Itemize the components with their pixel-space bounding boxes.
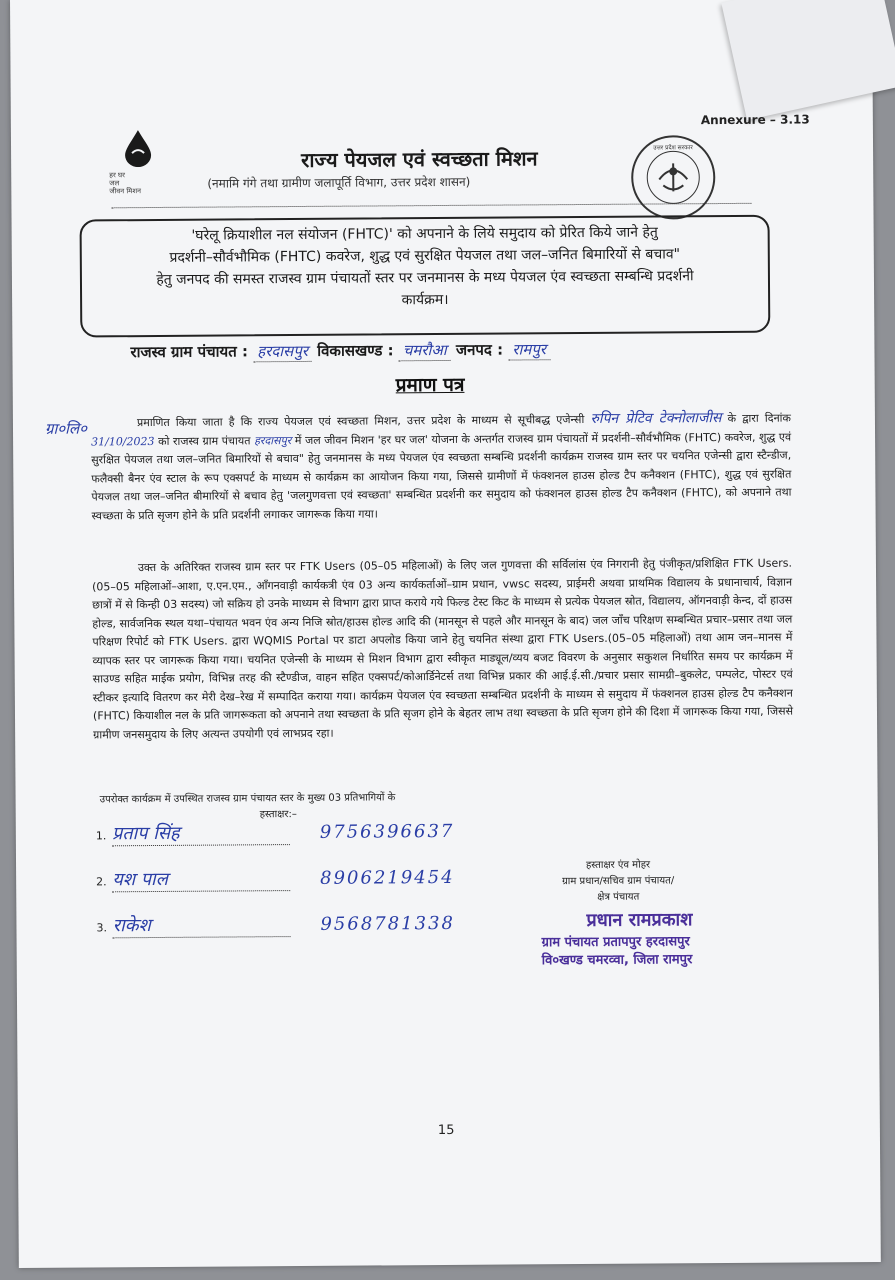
para1-text-b: के द्वारा दिनांक xyxy=(727,411,791,426)
participant-phone: 9568781338 xyxy=(320,912,456,935)
participant-row xyxy=(96,819,455,847)
har-ghar-jal-logo xyxy=(109,129,170,207)
mission-title: राज्य पेयजल एवं स्वच्छता मिशन xyxy=(301,146,538,172)
box-line-4: कार्यक्रम। xyxy=(401,291,449,309)
overlapping-sheet-corner xyxy=(721,0,895,120)
agency-name: रुपिन प्रेटिव टेक्नोलाजीस xyxy=(590,410,722,427)
participant-number: 2. xyxy=(96,875,107,889)
participant-phone: 8906219454 xyxy=(320,866,455,889)
page-number: 15 xyxy=(437,1122,455,1139)
box-line-3: हेतु जनपद की समस्त राजस्व ग्राम पंचायतों स्तर पर जनमानस के मध्य पेयजल एंव स्वच्छता सम्बन्धि प्रदर्शनी xyxy=(156,268,694,288)
certificate-heading: प्रमाण पत्र xyxy=(395,373,465,397)
district-label: जनपद : xyxy=(455,340,504,359)
certificate-paragraph-2: उक्त के अतिरिक्त राजस्व ग्राम स्तर पर FTK Users (05–05 महिलाओं) के लिए जल गुणवत्ता की सर्विलांस एंव निगरानी हेतु पंजीकृत/प्रशिक्षित FTK Users.(05–05 महिलाओं–आशा, ए.एन.एम., आँगनवाड़ी कार्यकत्री एंव 03 अन्य कार्यकर्ताओं–ग्राम प्रधान, vwsc सदस्य, प्राईमरी अथवा प्राथमिक विद्यालय के प्रधानाचार्य, विज्ञान छात्रों में से किन्ही 03 सदस्य) जो सक्रिय हो उनके माध्यम से विभाग द्वारा प्राप्त कराये गये फिल्ड टेस्ट किट के माध्यम से प्रत्येक पेयजल स्रोत, विद्यालय, ऑगनवाड़ी केन्द, दों हाउस होल्ड, सार्वजनिक स्थल यथा–पंचायत भवन एंव अन्य निजि स्रोत/हाउस होल्ड आदि की (मानसून से पहले और मानसून के बाद) जल जाँच परिक्षण सम्बन्धित प्रचार–प्रसार तथा जल परिक्षण रिपोर्ट को FTK Users. द्वारा WQMIS Portal पर डाटा अपलोड किया जाने हेतु चयनित संस्था द्वारा FTK Users.(05–05 महिलाओं) तथा आम जन–मानस में व्यापक स्तर पर जागरूक किया गया। चयनित एजेन्सी के माध्यम से मिशन विभाग द्वारा स्वीकृत माड्यूल/व्यय बजट विवरण के अनुसार सकुशल निर्धारित समय पर कार्यक्रम में साउण्ड सहित माईक प्रयोग, विभिन्न तरह की स्टैण्डीज, वाहन सहित एक्सपर्ट/कोआर्डिनेटर्स तथा विभिन्न प्रकार की आई.ई.सी./प्रचार प्रसार सामग्री–बुकलेट, पम्पलेट, पोस्टर एवं स्टीकर इत्यादि वितरण कर मेरी देख–रेख में सम्पादित कराया गया। कार्यक्रम पेयजल एंव स्वच्छता सम्बन्धित प्रदर्शनी के माध्यम से समुदाय में फंक्शनल हाउस होल्ड टैप कनैक्शन (FHTC) कियाशील नल के प्रति जागरूकता को अपनाने तथा स्वच्छता के प्रति सृजग होने के बेहतर लाभ तथा स्वच्छता के प्रति सृजग होने की दिशा में जागरूक किया गया, जिससे ग्रामीण जनसमुदाय के लिए अत्यन्त उपयोगी एवं लाभप्रद रहा। xyxy=(92,556,794,741)
signature-label: हस्ताक्षर:– xyxy=(259,809,297,821)
program-title-box xyxy=(80,215,771,338)
certificate-paragraph-1 xyxy=(91,409,792,526)
participants-intro: उपरोक्त कार्यक्रम में उपस्थित राजस्व ग्राम पंचायत स्तर के मुख्य 03 प्रतिभागियों के xyxy=(99,792,396,806)
stamp-line-2: वि०खण्ड चमरव्वा, जिला रामपुर xyxy=(541,952,693,969)
participant-row xyxy=(96,911,455,939)
block-value: चमरौआ xyxy=(399,340,451,361)
participant-number: 1. xyxy=(95,829,107,843)
gp-label: राजस्व ग्राम पंचायत : xyxy=(130,342,249,362)
para1-text-a: प्रमाणित किया जाता है कि राज्य पेयजल एवं स्वच्छता मिशन, उत्तर प्रदेश के माध्यम से सूचीबद्ध एजेन्सी xyxy=(136,413,585,430)
annexure-label: Annexure – 3.13 xyxy=(700,112,810,128)
mission-subtitle: (नमामि गंगे तथा ग्रामीण जलापूर्ति विभाग, उत्तर प्रदेश शासन) xyxy=(207,174,471,191)
up-government-seal-icon xyxy=(631,135,716,220)
event-date: 31/10/2023 xyxy=(91,434,155,448)
seal-emblem-icon xyxy=(645,149,701,205)
participant-name: यश पाल xyxy=(112,866,290,892)
box-line-1: 'घरेलू क्रियाशील नल संयोजन (FHTC)' को अपनाने के लिये समुदाय को प्रेरित किये जाने हेतु xyxy=(191,224,658,244)
margin-note: ग्रा०लि० xyxy=(44,419,88,438)
para1-gp-name: हरदासपुर xyxy=(254,433,292,447)
sign-block-line-1: हस्ताक्षर एंव मोहर xyxy=(585,859,651,871)
sign-block-line-3: क्षेत्र पंचायत xyxy=(597,891,640,903)
stamp-line-1: ग्राम पंचायत प्रतापपुर हरदासपुर xyxy=(541,934,690,951)
logo-line-2: जल xyxy=(109,179,120,188)
water-drop-icon xyxy=(123,129,153,167)
participant-row xyxy=(96,865,455,893)
para1-text-d: में जल जीवन मिशन 'हर घर जल' योजना के अन्तर्गत राजस्व ग्राम पंचायतों में प्रदर्शनी–सौर्वभौमिक (FHTC) कवरेज, शुद्ध एवं सुरक्षित पेयजल तथा जल–जनित बिमारियों से बचाव" हेतु जनमानस के मध्य पेयजल एंव स्वच्छता सम्बन्धि प्रदर्शनी कार्यक्रम राजस्व ग्राम स्तर पर चयनित एजेन्सी द्वारा स्टैन्डीज, फलैक्सी बैनर एंव स्टाल के रूप एक्सपर्ट के माध्यम से कार्यक्रम का आयोजन किया गया, जिससे ग्रामीणों में फंक्शनल हाउस होल्ड टैप कनैक्शन (FHTC), शुद्ध एवं सुरक्षित पेयजल तथा जल–जनित बीमारियों से बचाव हेतु 'जलगुणवत्ता एवं स्वच्छता' सम्बन्धित प्रदर्शनी कर समुदाय को फंक्शनल हाउस होल्ड टैप कनैक्शन (FHTC), को अपनाने तथा स्वच्छता के प्रति सृजग होने के प्रति प्रदर्शनी लगाकर जागरूक किया गया। xyxy=(91,430,792,522)
signature-authority-block xyxy=(528,857,708,906)
logo-line-1: हर घर xyxy=(109,171,126,180)
pradhan-signature: प्रधान रामप्रकाश xyxy=(586,909,693,931)
para1-text-c: को राजस्व ग्राम पंचायत xyxy=(158,433,251,448)
logo-line-3: जीवन मिशन xyxy=(109,187,142,196)
location-line xyxy=(130,339,550,363)
participant-name: प्रताप सिंह xyxy=(112,820,290,846)
seal-label: उत्तर प्रदेश सरकार xyxy=(653,144,693,152)
sign-block-line-2: ग्राम प्रधान/सचिव ग्राम पंचायत/ xyxy=(562,875,675,888)
document-page xyxy=(10,0,881,1268)
gp-value: हरदासपुर xyxy=(253,341,312,362)
participant-name: राकेश xyxy=(113,912,291,938)
pradhan-stamp xyxy=(541,907,692,968)
participant-phone: 9756396637 xyxy=(319,820,455,843)
participant-number: 3. xyxy=(96,921,108,935)
box-line-2: प्रदर्शनी–सौर्वभौमिक (FHTC) कवरेज, शुद्ध एवं सुरक्षित पेयजल तथा जल–जनित बिमारियों से बचाव" xyxy=(169,246,681,266)
block-label: विकासखण्ड : xyxy=(317,341,394,360)
district-value: रामपुर xyxy=(508,339,550,360)
